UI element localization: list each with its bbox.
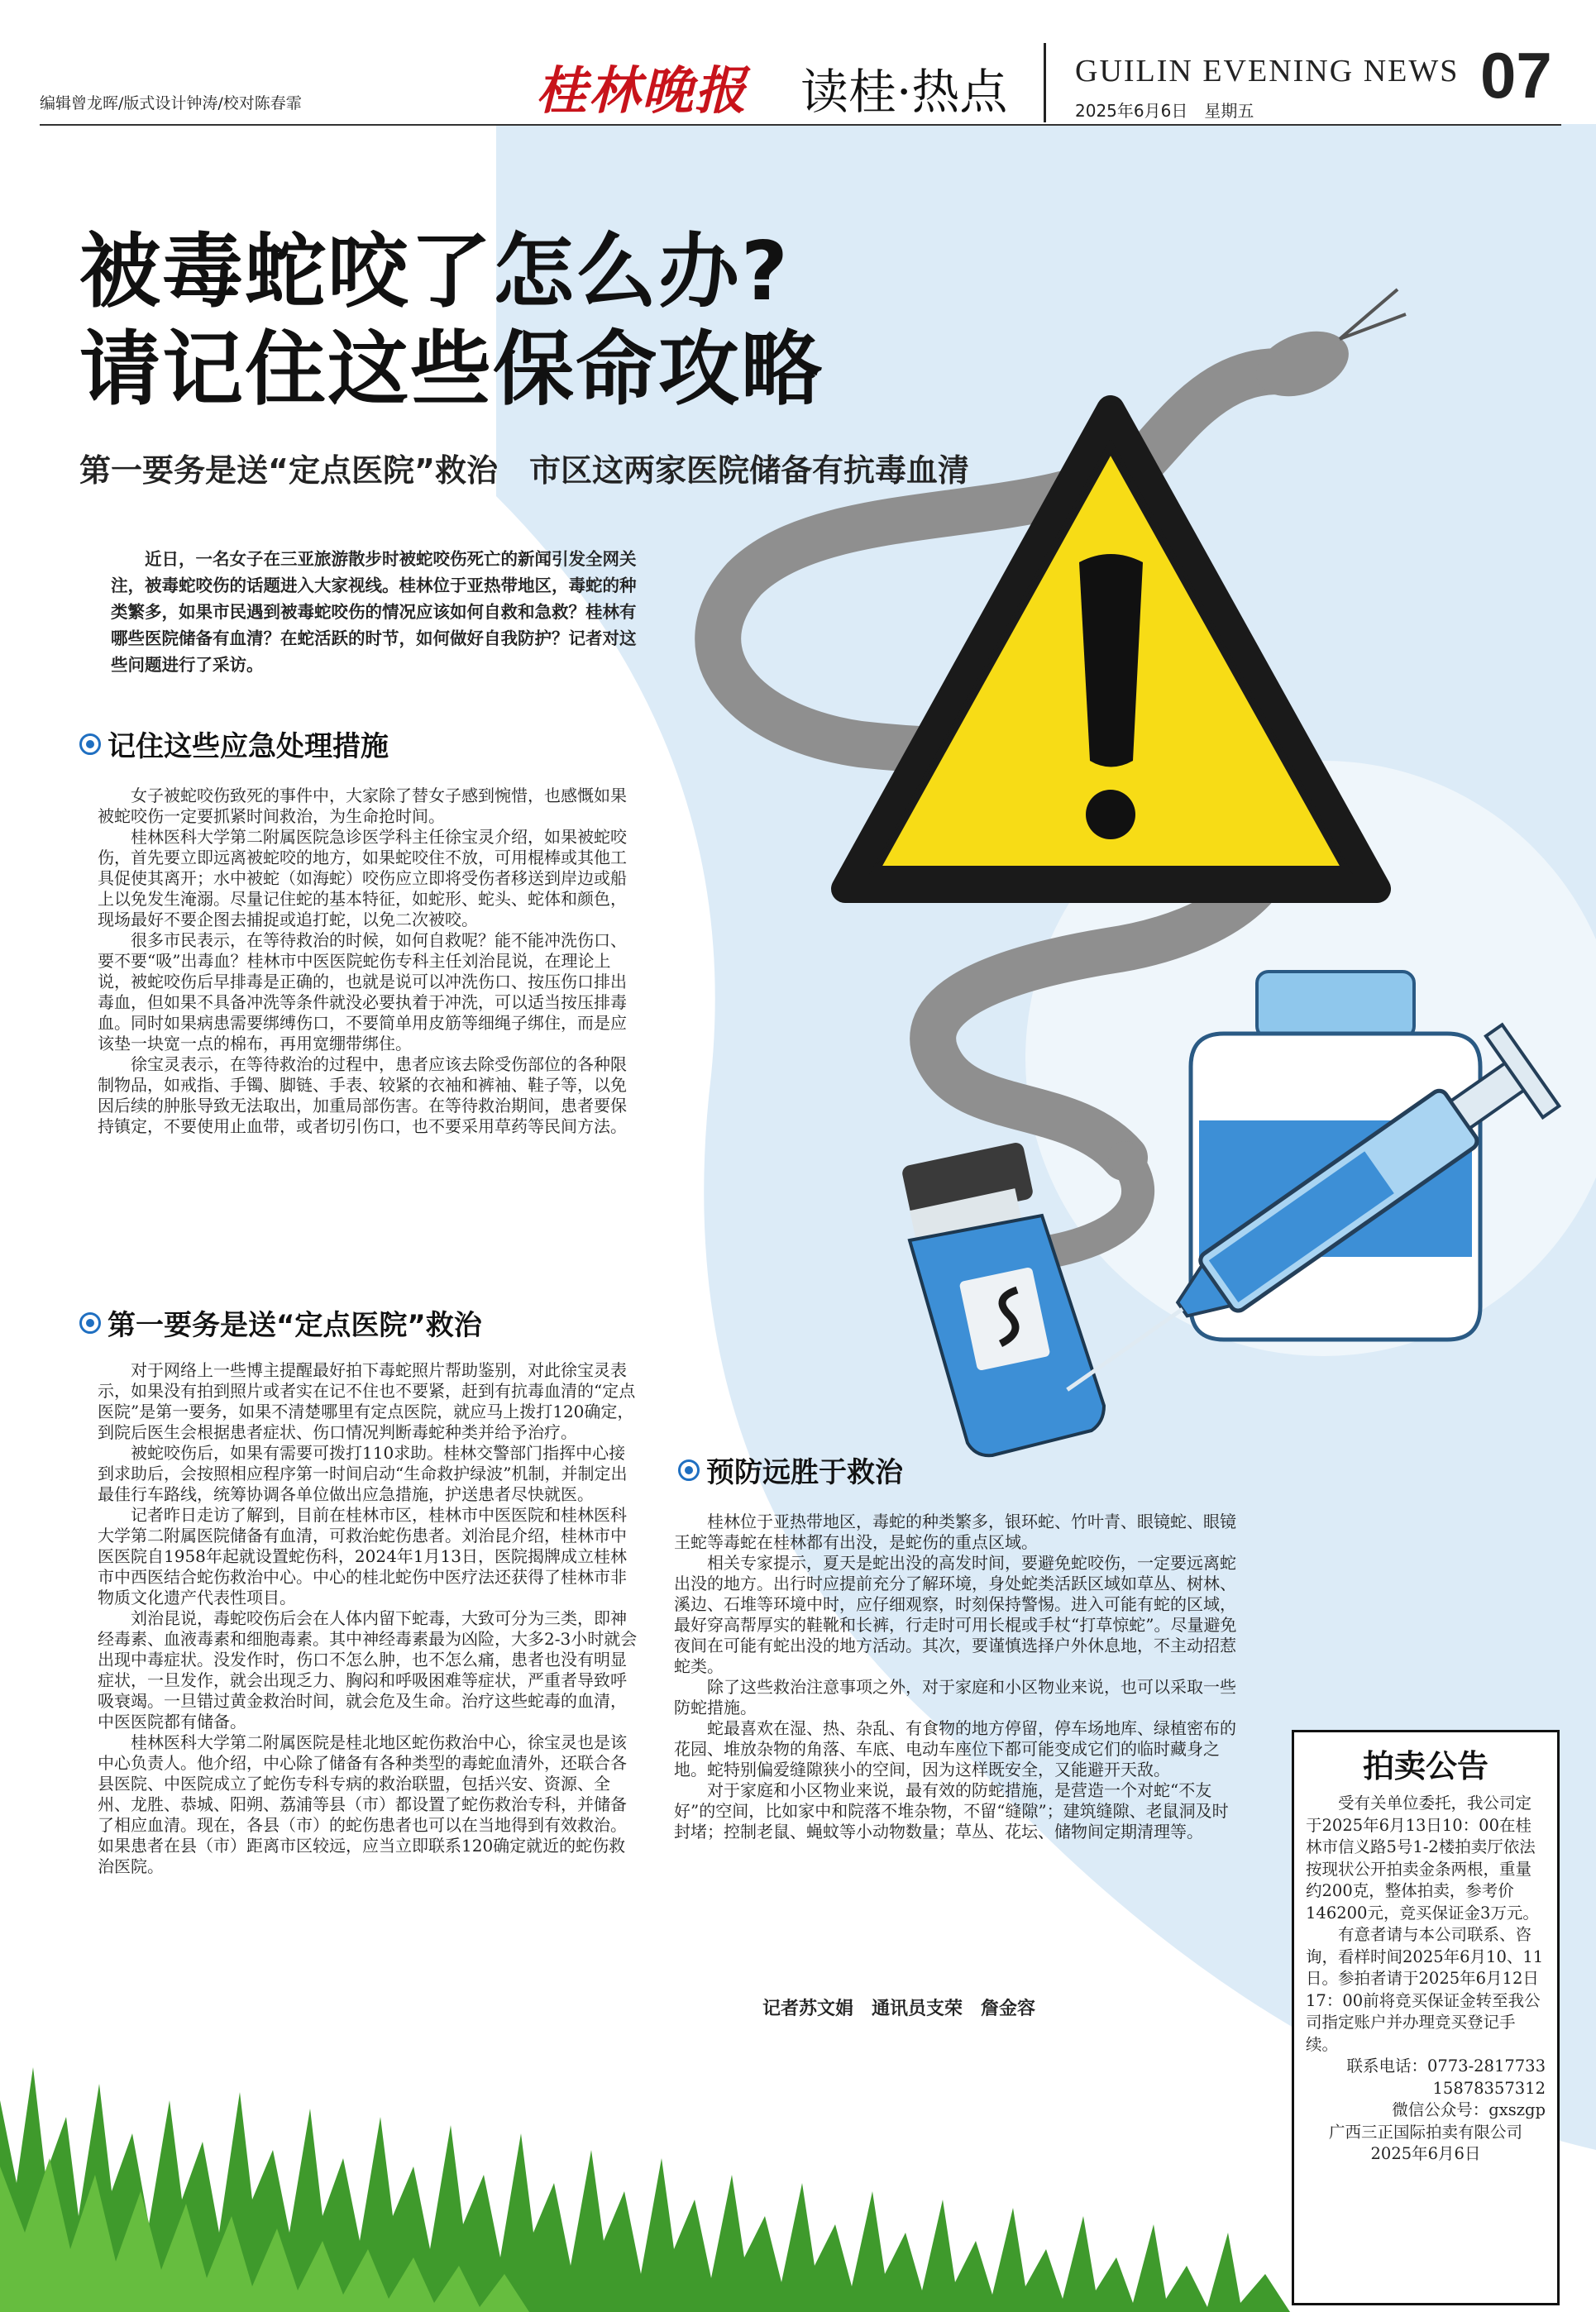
auction-contact [1306,2056,1546,2122]
paragraph: 桂林位于亚热带地区，毒蛇的种类繁多，银环蛇、竹叶青、眼镜蛇、眼镜王蛇等毒蛇在桂林都有出没，是蛇伤的重点区域。 [674,1512,1236,1552]
bullet-icon [79,733,101,755]
auction-paragraph: 有意者请与本公司联系、咨询，看样时间2025年6月10、11日。参拍者请于2025年6月12日17：00前将竞买保证金转至我公司指定账户并办理竞买登记手续。 [1306,1925,1544,2054]
section-1-body [98,786,638,1137]
paragraph: 女子被蛇咬伤致死的事件中，大家除了替女子感到惋惜，也感慨如果被蛇咬伤一定要抓紧时间救治，为生命抢时间。 [98,786,627,826]
headline-line-1: 被毒蛇咬了怎么办? [79,225,790,319]
section-title: 读桂·热点 [800,64,1008,120]
paragraph: 刘治昆说，毒蛇咬伤后会在人体内留下蛇毒，大致可分为三类，即神经毒素、血液毒素和细胞毒素。其中神经毒素最为凶险，大多2-3小时就会出现中毒症状。没发作时，伤口不怎么肿，也不怎么痛，患者也没有明显症状，一旦发作，就会出现乏力、胸闷和呼吸困难等症状，严重者导致呼吸衰竭。一旦错过黄金救治时间，就会危及生命。治疗这些蛇毒的血清，中医医院都有储备。 [98,1608,638,1732]
lead-paragraph: 近日，一名女子在三亚旅游散步时被蛇咬伤死亡的新闻引发全网关注，被毒蛇咬伤的话题进入大家视线。桂林位于亚热带地区，毒蛇的种类繁多，如果市民遇到被毒蛇咬伤的情况应该如何自救和急救？桂林有哪些医院储备有血清？在蛇活跃的时节，如何做好自我防护？记者对这些问题进行了采访。 [111,549,637,675]
bullet-icon [79,1312,101,1334]
headline [79,223,824,418]
section-3-body [674,1512,1245,1842]
section-heading-2 [79,1302,482,1343]
masthead-rule [40,124,1561,126]
page-number: 07 [1480,39,1552,112]
issue-date: 2025年6月6日 星期五 [1075,101,1254,121]
paragraph: 记者昨日走访了解到，目前在桂林市区，桂林市中医医院和桂林医科大学第二附属医院储备有血清，可救治蛇伤患者。刘治昆介绍，桂林市中医医院自1958年起就设置蛇伤科，2024年1月13日，医院揭牌成立桂林市中西医结合蛇伤救治中心。中心的桂北蛇伤中医疗法还获得了桂林市非物质文化遗产代表性项目。 [98,1505,627,1607]
section-heading-text: 记住这些应急处理措施 [108,730,389,763]
byline: 记者苏文娟 通讯员支荣 詹金容 [762,1999,1036,2019]
paragraph: 桂林医科大学第二附属医院急诊医学科主任徐宝灵介绍，如果被蛇咬伤，首先要立即远离被蛇咬的地方，如果蛇咬住不放，可用棍棒或其他工具促使其离开；水中被蛇（如海蛇）咬伤应立即将受伤者移送到岸边或船上以免发生淹溺。尽量记住蛇的基本特征，如蛇形、蛇头、蛇体和颜色，现场最好不要企图去捕捉或追打蛇，以免二次被咬。 [98,827,627,929]
paragraph: 很多市民表示，在等待救治的时候，如何自救呢？能不能冲洗伤口、要不要“吸”出毒血？桂林市中医医院蛇伤专科主任刘治昆说，在理论上说，被蛇咬伤后早排毒是正确的，也就是说可以冲洗伤口、按压伤口排出毒血，但如果不具备冲洗等条件就没必要执着于冲洗，可以适当按压排毒血。同时如果病患需要绑缚伤口，不要简单用皮筋等细绳子绑住，而是应该垫一块宽一点的棉布，再用宽绷带绑住。 [98,930,627,1053]
section-heading-1 [79,724,389,764]
auction-paragraph: 受有关单位委托，我公司定于2025年6月13日10：00在桂林市信义路5号1-2楼拍卖厅依法按现状公开拍卖金条两根，重量约200克，整体拍卖，参考价146200元，竞买保证金3万元。 [1306,1794,1539,1923]
paper-english-name: GUILIN EVENING NEWS [1075,54,1460,88]
section-heading-3 [678,1450,903,1490]
paragraph: 蛇最喜欢在湿、热、杂乱、有食物的地方停留，停车场地库、绿植密布的花园、堆放杂物的角落、车底、电动车座位下都可能变成它们的临时藏身之地。蛇特别偏爱缝隙狭小的空间，因为这样既安全，又能避开天敌。 [674,1718,1236,1779]
editor-credit: 编辑曾龙晖/版式设计钟涛/校对陈春霏 [40,94,302,112]
headline-line-2: 请记住这些保命攻略 [79,322,824,417]
section-2-body [98,1360,638,1877]
subheadline: 第一要务是送“定点医院”救治 市区这两家医院储备有抗毒血清 [79,452,969,489]
paper-logo: 桂林晚报 [536,60,748,121]
auction-company: 广西三正国际拍卖有限公司 [1328,2122,1522,2142]
bullet-icon [678,1459,700,1481]
paragraph: 桂林医科大学第二附属医院是桂北地区蛇伤救治中心，徐宝灵也是该中心负责人。他介绍，中心除了储备有各种类型的毒蛇血清外，还联合各县医院、中医院成立了蛇伤专科专病的救治联盟，包括兴安、资源、全州、龙胜、恭城、阳朔、荔浦等县（市）都设置了蛇伤救治专科，并储备了相应血清。现在，各县（市）的蛇伤患者也可以在当地得到有效救治。如果患者在县（市）距离市区较远，应当立即联系120确定就近的蛇伤救治医院。 [98,1732,627,1876]
auction-date: 2025年6月6日 [1370,2144,1481,2163]
section-heading-text: 预防远胜于救治 [706,1456,903,1489]
section-heading-text: 第一要务是送“定点医院”救治 [108,1309,482,1342]
paragraph: 相关专家提示，夏天是蛇出没的高发时间，要避免蛇咬伤，一定要远离蛇出没的地方。出行时应提前充分了解环境，身处蛇类活跃区域如草丛、树林、溪边、石堆等环境中时，应仔细观察，时刻保持警惕。进入可能有蛇的区域，最好穿高帮厚实的鞋靴和长裤，行走时可用长棍或手杖“打草惊蛇”。尽量避免夜间在可能有蛇出没的地方活动。其次，要谨慎选择户外休息地，不主动招惹蛇类。 [674,1553,1237,1676]
paragraph: 对于家庭和小区物业来说，最有效的防蛇措施，是营造一个对蛇“不友好”的空间，比如家中和院落不堆杂物，不留“缝隙”；建筑缝隙、老鼠洞及时封堵；控制老鼠、蝇蚊等小动物数量；草丛、花坛、储物间定期清理等。 [674,1780,1229,1841]
paragraph: 徐宝灵表示，在等待救治的过程中，患者应该去除受伤部位的各种限制物品，如戒指、手镯、脚链、手表、较紧的衣袖和裤袖、鞋子等，以免因后续的肿胀导致无法取出，加重局部伤害。在等待救治期间，患者要保持镇定，不要使用止血带，或者切引伤口，也不要采用草药等民间方法。 [98,1054,627,1136]
auction-wechat: 微信公众号：gxszgp [1392,2100,1546,2119]
paragraph: 除了这些救治注意事项之外，对于家庭和小区物业来说，也可以采取一些防蛇措施。 [674,1677,1236,1717]
paragraph: 被蛇咬伤后，如果有需要可拨打110求助。桂林交警部门指挥中心接到求助后，会按照相应程序第一时间启动“生命救护绿波”机制，并制定出最佳行车路线，统筹协调各单位做出应急措施，护送患者尽快就医。 [98,1443,628,1504]
paragraph: 对于网络上一些博主提醒最好拍下毒蛇照片帮助鉴别，对此徐宝灵表示，如果没有拍到照片或者实在记不住也不要紧，赶到有抗毒血清的“定点医院”是第一要务，如果不清楚哪里有定点医院，就应马上拨打120确定，到院后医生会根据患者症状、伤口情况判断毒蛇种类并给予治疗。 [98,1360,636,1442]
auction-notice [1292,1730,1560,2305]
auction-title: 拍卖公告 [1362,1748,1488,1784]
auction-phone: 联系电话：0773-2817733 [1346,2056,1546,2076]
auction-phone-2: 15878357312 [1432,2078,1546,2098]
masthead-divider [1044,43,1046,122]
